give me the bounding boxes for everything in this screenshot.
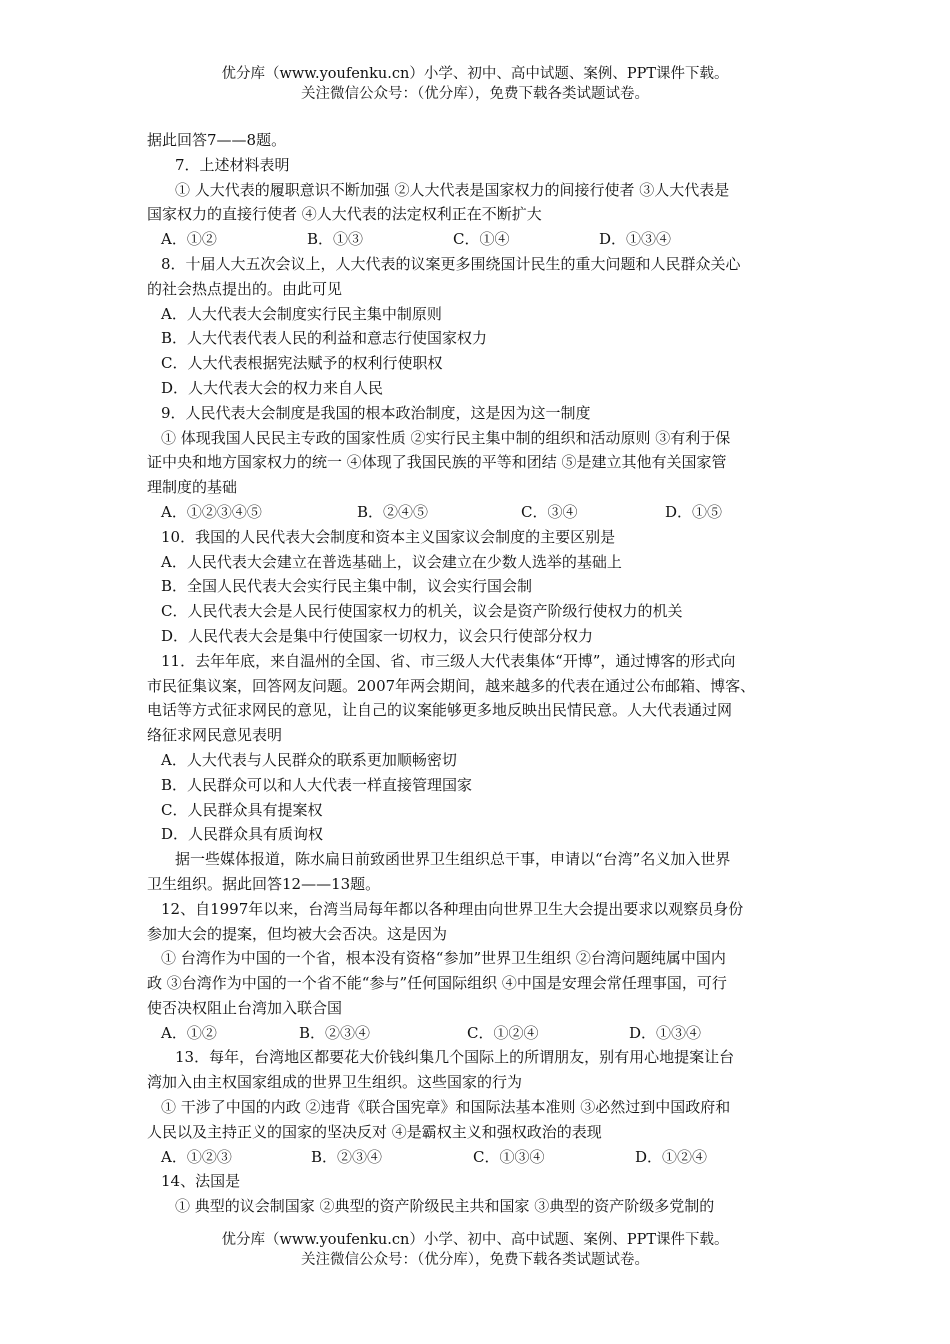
option-b: B．全国人民代表大会实行民主集中制，议会实行国会制 [161,577,533,596]
option-c: C．①②④ [467,1023,539,1042]
option-b: B．②③④ [311,1147,383,1166]
option-d: D．人大代表大会的权力来自人民 [161,378,384,397]
option-c: C．①③④ [473,1147,545,1166]
text-line: 国家权力的直接行使者 ④人大代表的法定权利正在不断扩大 [147,205,542,224]
page-header [0,64,950,104]
question-14: 14、法国是 [161,1172,241,1191]
text-line: 电话等方式征求网民的意见，让自己的议案能够更多地反映出民情民意。人大代表通过网 [147,701,733,720]
question-10: 10．我国的人民代表大会制度和资本主义国家议会制度的主要区别是 [161,527,616,546]
option-b: B．人大代表代表人民的利益和意志行使国家权力 [161,329,488,348]
option-b: B．②④⑤ [357,502,429,521]
option-c: C．人民代表大会是人民行使国家权力的机关，议会是资产阶级行使权力的机关 [161,602,683,621]
option-c: C．①④ [453,230,510,249]
text-line: 理制度的基础 [147,478,238,497]
option-a: A．人大代表大会制度实行民主集中制原则 [161,304,442,323]
question-12: 12、自1997年以来，台湾当局每年都以各种理由向世界卫生大会提出要求以观察员身份 [161,899,744,918]
text-line: 政 ③台湾作为中国的一个省不能“参与”任何国际组织 ④中国是安理会常任理事国，可行 [147,974,727,993]
text-line: ① 体现我国人民民主专政的国家性质 ②实行民主集中制的组织和活动原则 ③有利于保 [161,428,731,447]
option-d: D．①③④ [599,230,672,249]
text-line: ① 台湾作为中国的一个省，根本没有资格“参加”世界卫生组织 ②台湾问题纯属中国内 [161,949,726,968]
option-c: C．人民群众具有提案权 [161,800,323,819]
question-8: 8．十届人大五次会议上，人大代表的议案更多围绕国计民生的重大问题和人民群众关心 [161,254,741,273]
options-q12 [147,1021,811,1046]
footer-line-1: 优分库（www.youfenku.cn）小学、初中、高中试题、案例、PPT课件下载。 [221,1232,729,1248]
option-b: B．人民群众可以和人大代表一样直接管理国家 [161,775,473,794]
option-b: B．①③ [307,230,364,249]
page-footer [0,1230,950,1270]
text-line: 据一些媒体报道，陈水扁日前致函世界卫生组织总干事，申请以“台湾”名义加入世界 [175,850,731,869]
text-line: ① 典型的议会制国家 ②典型的资产阶级民主共和国家 ③典型的资产阶级多党制的 [175,1197,715,1216]
text-line: 使否决权阻止台湾加入联合国 [147,998,343,1017]
option-d: D．人民代表大会是集中行使国家一切权力，议会只行使部分权力 [161,626,594,645]
question-11: 11．去年年底，来自温州的全国、省、市三级人大代表集体“开博”，通过博客的形式向 [161,651,736,670]
text-line: 市民征集议案，回答网友问题。2007年两会期间，越来越多的代表在通过公布邮箱、博客、 [147,676,756,695]
option-a: A．人大代表与人民群众的联系更加顺畅密切 [161,750,457,769]
options-q9 [147,500,811,525]
options-q7 [147,227,811,252]
text-line: 证中央和地方国家权力的统一 ④体现了我国民族的平等和团结 ⑤是建立其他有关国家管 [147,453,727,472]
option-a: A．①②③ [161,1147,232,1166]
option-b: B．②③④ [299,1023,371,1042]
option-a: A．①② [161,230,217,249]
text-line: 的社会热点提出的。由此可见 [147,279,343,298]
option-a: A．①②③④⑤ [161,502,262,521]
text-line: 人民以及主持正义的国家的坚决反对 ④是霸权主义和强权政治的表现 [147,1122,602,1141]
text-line: 湾加入由主权国家组成的世界卫生组织。这些国家的行为 [147,1073,523,1092]
question-13: 13．每年，台湾地区都要花大价钱纠集几个国际上的所谓朋友，别有用心地提案让台 [175,1048,735,1067]
text-line: 卫生组织。据此回答12——13题。 [147,874,381,893]
option-a: A．人民代表大会建立在普选基础上，议会建立在少数人选举的基础上 [161,552,622,571]
option-a: A．①② [161,1023,217,1042]
header-line-2: 关注微信公众号：（优分库），免费下载各类试题试卷。 [301,86,649,102]
options-q13 [147,1145,811,1170]
text-line: 络征求网民意见表明 [147,726,283,745]
header-line-1: 优分库（www.youfenku.cn）小学、初中、高中试题、案例、PPT课件下载。 [221,66,729,82]
option-d: D．①②④ [635,1147,708,1166]
text-line: 据此回答7——8题。 [147,131,287,149]
text-line: ① 干涉了中国的内政 ②违背《联合国宪章》和国际法基本准则 ③必然过到中国政府和 [161,1098,731,1117]
question-9: 9．人民代表大会制度是我国的根本政治制度，这是因为这一制度 [161,403,591,422]
option-c: C．③④ [521,502,578,521]
option-d: D．①⑤ [665,502,723,521]
option-d: D．①③④ [629,1023,702,1042]
footer-line-2: 关注微信公众号：（优分库），免费下载各类试题试卷。 [301,1252,649,1268]
question-7: 7．上述材料表明 [175,155,290,174]
text-line: ① 人大代表的履职意识不断加强 ②人大代表是国家权力的间接行使者 ③人大代表是 [175,180,730,199]
document-body [147,128,811,1219]
option-c: C．人大代表根据宪法赋予的权利行使职权 [161,354,443,373]
option-d: D．人民群众具有质询权 [161,825,324,844]
text-line: 参加大会的提案，但均被大会否决。这是因为 [147,924,448,943]
